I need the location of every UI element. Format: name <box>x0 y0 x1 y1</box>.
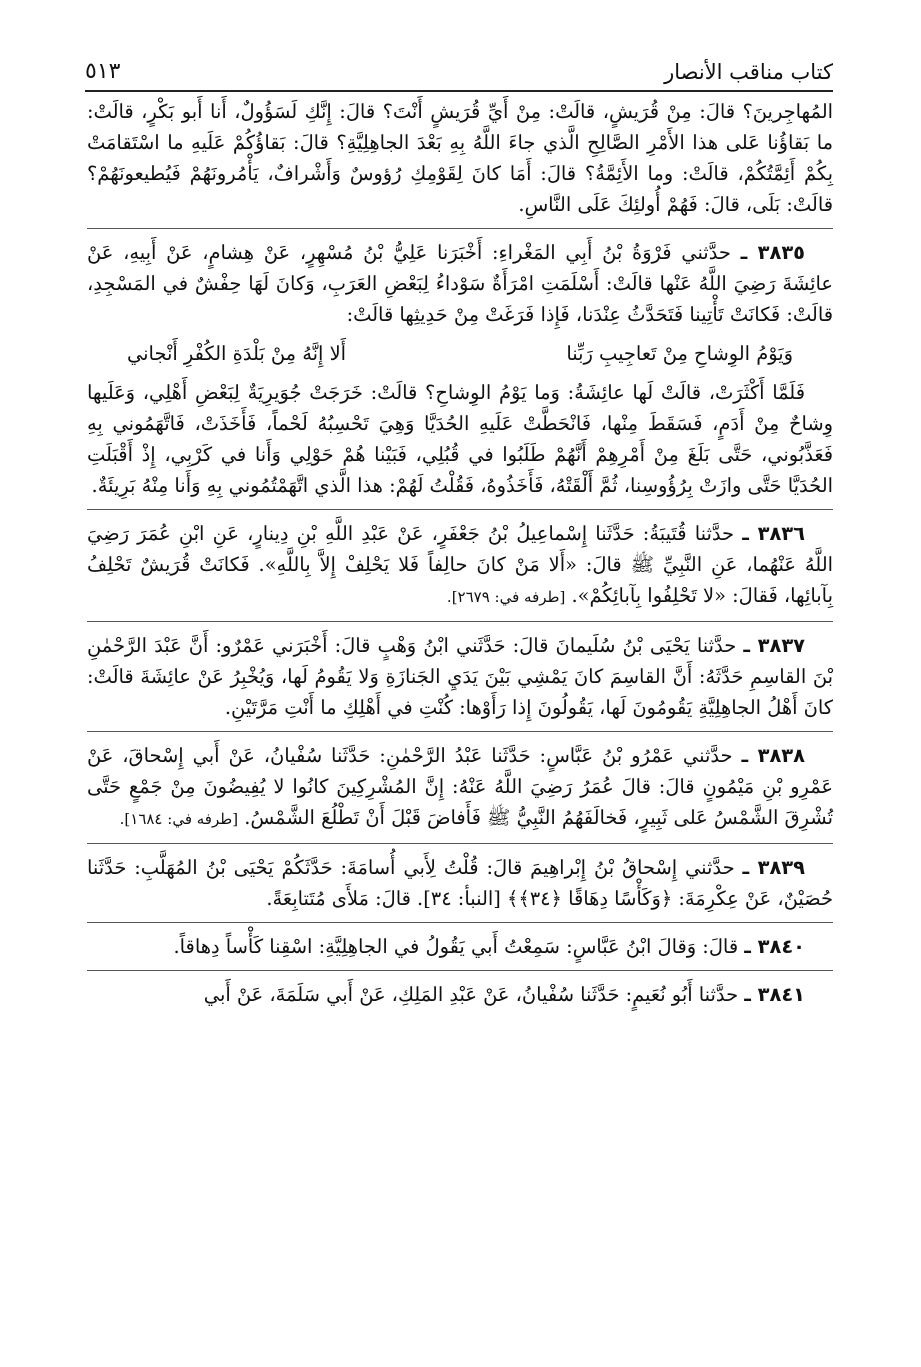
hadith-number: ٣٨٤١ ـ <box>744 983 805 1006</box>
hadith-text: قالَ: وَقالَ ابْنُ عَبَّاسٍ: سَمِعْتُ أَبي يَقُولُ في الجاهِلِيَّةِ: اسْقِنا كَأْساً دِهاقاً. <box>173 935 739 958</box>
hadith-number: ٣٨٣٩ ـ <box>742 856 805 879</box>
page-header <box>85 46 833 92</box>
poem-verse <box>127 338 793 369</box>
hadith-text: حدَّثني إِسْحاقُ بْنُ إِبْراهِيمَ قالَ: قُلْتُ لِأَبي أُسامَةَ: حَدَّثَكُمْ يَحْيَى بْنُ المُهَلَّبِ: حَدَّثَنا حُصَيْنٌ، عَنْ عِكْرِمَةَ: ﴿وَكَأْسًا دِهَاقًا ﴿٣٤﴾﴾ [النبأ: ٣٤]. قالَ: مَلأَى مُتَتابِعَةً. <box>87 856 833 910</box>
book-text <box>87 96 833 1018</box>
divider <box>87 228 833 229</box>
hadith-3835-continued <box>87 377 833 501</box>
hadith-3839 <box>87 852 833 914</box>
hadith-3837 <box>87 630 833 723</box>
hadith-3838 <box>87 740 833 835</box>
hadith-text: حدَّثنا أَبُو نُعَيمٍ: حَدَّثَنا سُفْيانُ، عَنْ عَبْدِ المَلِكِ، عَنْ أَبي سَلَمَةَ، عَنْ أَبي <box>203 983 739 1006</box>
hadith-3835 <box>87 237 833 330</box>
hadith-3840 <box>87 931 833 962</box>
cross-reference: [طرفه في: ٢٦٧٩]. <box>446 588 566 606</box>
hadith-number: ٣٨٣٧ ـ <box>743 634 805 657</box>
hadith-number: ٣٨٣٨ ـ <box>741 744 805 767</box>
divider <box>87 621 833 622</box>
hadith-number: ٣٨٣٥ ـ <box>740 241 805 264</box>
hadith-text: حدَّثنا يَحْيَى بْنُ سُلَيمانَ قالَ: حَدَّثَني ابْنُ وَهْبٍ قالَ: أَخْبَرَني عَمْرٌو: أَنَّ عَبْدَ الرَّحْمٰنِ بْنَ القاسِمِ حَدَّثَهُ: أَنَّ القاسِمَ كانَ يَمْشِي بَيْنَ يَدَيِ الجَنازَةِ وَلا يَقُومُ لَها، وَيُخْبِرُ عَنْ عائِشَةَ قالَتْ: كانَ أَهْلُ الجاهِلِيَّةِ يَقُومُونَ لَها، يَقُولُونَ إِذا رَأَوْها: كُنْتِ في أَهْلِكِ ما أَنْتِ مَرَّتَيْنِ. <box>87 634 833 719</box>
hadith-text: حدَّثنا قُتَيبَةُ: حَدَّثَنا إِسْماعِيلُ بْنُ جَعْفَرٍ، عَنْ عَبْدِ اللَّهِ بْنِ دِينارٍ، عَنِ ابْنِ عُمَرَ رَضِيَ اللَّهُ عَنْهُما، عَنِ النَّبِيِّ ﷺ قالَ: «أَلا مَنْ كانَ حالِفاً فَلا يَحْلِفْ إِلاَّ بِاللَّهِ». فَكانَتْ قُرَيشٌ تَحْلِفُ بِآبائِها، فَقالَ: «لا تَحْلِفُوا بِآبائِكُمْ». <box>87 522 833 607</box>
page-number: ٥١٣ <box>85 59 121 84</box>
running-title: كتاب مناقب الأنصار <box>664 60 833 84</box>
hadith-number: ٣٨٤٠ ـ <box>744 935 805 958</box>
hadith-text: حدَّثني فَرْوَةُ بْنُ أَبِي المَغْراءِ: أَخْبَرَنا عَلِيُّ بْنُ مُسْهِرٍ، عَنْ هِشامٍ، عَنْ أَبِيهِ، عَنْ عائِشَةَ رَضِيَ اللَّهُ عَنْها قالَتْ: أَسْلَمَتِ امْرَأَةٌ سَوْداءُ لِبَعْضِ العَرَبِ، وَكانَ لَهَا حِفْشٌ في المَسْجِدِ، قالَتْ: فَكانَتْ تَأْتِينا فَتَحَدَّثُ عِنْدَنا، فَإِذا فَرَغَتْ مِنْ حَدِيثِها قالَتْ: <box>87 241 833 326</box>
divider <box>87 731 833 732</box>
hadith-3836 <box>87 518 833 613</box>
hadith-text: حدَّثني عَمْرُو بْنُ عَبَّاسٍ: حَدَّثَنا عَبْدُ الرَّحْمٰنِ: حَدَّثَنا سُفْيانُ، عَنْ أَبي إِسْحاقَ، عَنْ عَمْرِو بْنِ مَيْمُونٍ قالَ: قالَ عُمَرُ رَضِيَ اللَّهُ عَنْهُ: إِنَّ المُشْرِكِينَ كانُوا لا يُفِيضُونَ مِنْ جَمْعٍ حَتَّى تُشْرِقَ الشَّمْسُ عَلى ثَبِيرٍ، فَخالَفَهُمُ النَّبِيُّ ﷺ فَأَفاضَ قَبْلَ أَنْ تَطْلُعَ الشَّمْسُ. <box>87 744 833 829</box>
hadith-text: فَلَمَّا أَكْثَرَتْ، قالَتْ لَها عائِشَةُ: وَما يَوْمُ الوِشاحِ؟ قالَتْ: خَرَجَتْ جُوَيرِيَةٌ لِبَعْضِ أَهْلِي، وَعَلَيها وِشاحٌ مِنْ أَدَمٍ، فَسَقَطَ مِنْها، فَانْحَطَّتْ عَلَيهِ الحُدَيَّا وَهِيَ تَحْسِبُهُ لَحْماً، فَأَخَذَتْ، فَاتَّهَمُوني بِهِ فَعَذَّبُوني، حَتَّى بَلَغَ مِنْ أَمْرِهِمْ أَنَّهُمْ طَلَبُوا في قُبُلِي، فَبَيْنا هُمْ حَوْلِي وَأَنا في كَرْبِي، إِذْ أَقْبَلَتِ الحُدَيَّا حَتَّى وازَتْ بِرُؤُوسِنا، ثُمَّ أَلْقَتْهُ، فَأَخَذُوهُ، فَقُلْتُ لَهُمْ: هذا الَّذي اتَّهَمْتُمُوني بِهِ وَأَنا مِنْهُ بَرِيئَةٌ. <box>87 381 833 497</box>
cross-reference: [طرفه في: ١٦٨٤]. <box>119 810 239 828</box>
hadith-3841 <box>87 979 833 1010</box>
divider <box>87 843 833 844</box>
divider <box>87 922 833 923</box>
divider <box>87 509 833 510</box>
hadith-number: ٣٨٣٦ ـ <box>742 522 805 545</box>
poem-hemistich-right: وَيَوْمُ الوِشاحِ مِنْ تَعاجِيبِ رَبِّنا <box>566 342 793 365</box>
poem-hemistich-left: أَلا إِنَّهُ مِنْ بَلْدَةِ الكُفْرِ أَنْجاني <box>127 342 347 365</box>
paragraph-text: المُهاجِرينَ؟ قالَ: مِنْ قُرَيشٍ، قالَتْ: مِنْ أَيِّ قُرَيشٍ أَنْتَ؟ قالَ: إِنَّكِ لَسَؤُولٌ، أَنا أَبو بَكْرٍ، قالَتْ: ما بَقاؤُنا عَلى هذا الأَمْرِ الصَّالِحِ الَّذي جاءَ اللَّهُ بِهِ بَعْدَ الجاهِلِيَّةِ؟ قالَ: بَقاؤُكُمْ عَلَيهِ ما اسْتَقامَتْ بِكُمْ أَئِمَّتُكُمْ، قالَتْ: وما الأَئِمَّةُ؟ قالَ: أَمَا كانَ لِقَوْمِكِ رُؤوسٌ وَأَشْرافٌ، يَأْمُرونَهُمْ فَيُطيعونَهُمْ؟ قالَتْ: بَلَى، قالَ: فَهُمْ أُولئِكَ عَلَى النَّاسِ. <box>87 100 833 216</box>
paragraph-continuation <box>87 96 833 220</box>
divider <box>87 970 833 971</box>
